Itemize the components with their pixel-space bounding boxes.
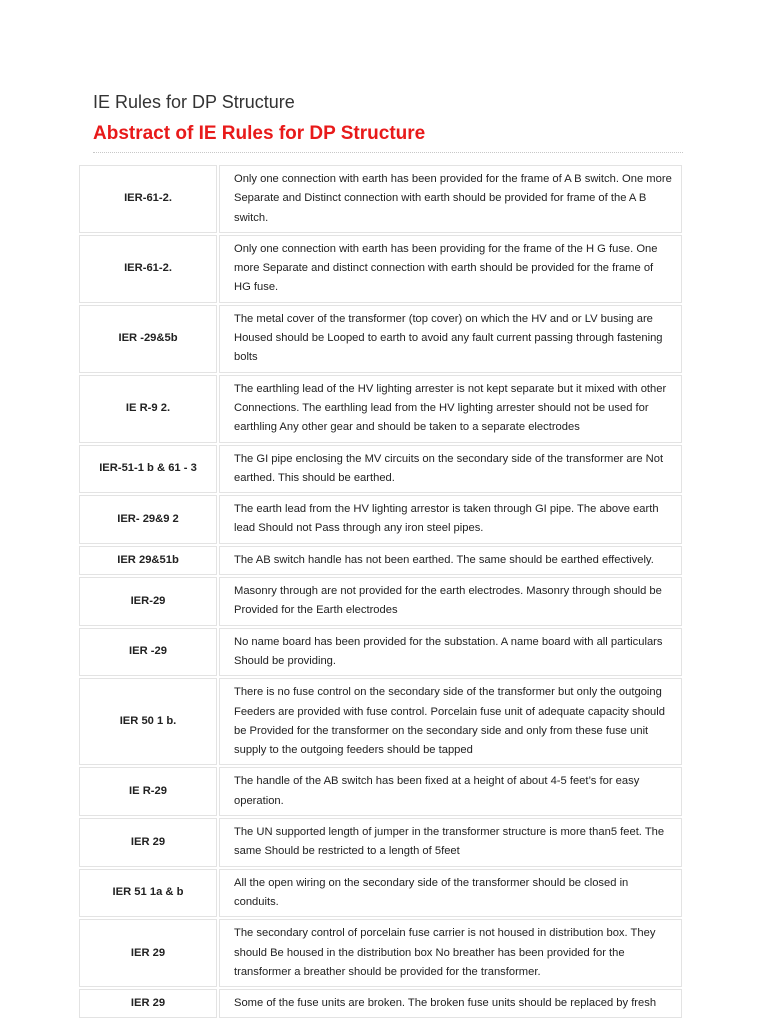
rule-description-cell: The AB switch handle has not been earthed. The same should be earthed effectively. <box>219 546 682 575</box>
title-divider <box>93 152 683 153</box>
rule-code-cell: IER 29 <box>79 919 217 987</box>
rule-description-cell: Some of the fuse units are broken. The broken fuse units should be replaced by fresh <box>219 989 682 1018</box>
rule-description-cell: The metal cover of the transformer (top cover) on which the HV and or LV busing are Housed should be Looped to earth to avoid any fault current passing through fastening bolts <box>219 305 682 373</box>
rule-description-cell: Only one connection with earth has been provided for the frame of A B switch. One more Separate and Distinct connection with earth should be provided for frame of the A B switch. <box>219 165 682 233</box>
table-row <box>79 678 682 765</box>
rule-code-cell: IER 29 <box>79 989 217 1018</box>
rule-code-cell: IER 29&51b <box>79 546 217 575</box>
rule-code-cell: IER 51 1a & b <box>79 869 217 918</box>
table-row <box>79 546 682 575</box>
rule-code-cell: IER-29 <box>79 577 217 626</box>
table-row <box>79 235 682 303</box>
table-row <box>79 628 682 677</box>
rule-code-cell: IER -29&5b <box>79 305 217 373</box>
table-row <box>79 445 682 494</box>
rule-description-cell: The handle of the AB switch has been fixed at a height of about 4-5 feet’s for easy operation. <box>219 767 682 816</box>
rule-code-cell: IER- 29&9 2 <box>79 495 217 544</box>
rules-table <box>77 163 684 1020</box>
rule-code-cell: IER-61-2. <box>79 235 217 303</box>
table-row <box>79 869 682 918</box>
rule-description-cell: The secondary control of porcelain fuse carrier is not housed in distribution box. They should Be housed in the distribution box No breather has been provided for the transformer a breather should be provided for the transformer. <box>219 919 682 987</box>
table-row <box>79 767 682 816</box>
rule-code-cell: IE R-29 <box>79 767 217 816</box>
rule-code-cell: IER-61-2. <box>79 165 217 233</box>
rule-code-cell: IE R-9 2. <box>79 375 217 443</box>
rule-description-cell: The earthling lead of the HV lighting arrester is not kept separate but it mixed with other Connections. The earthling lead from the HV lighting arrester should not be used for earthling Any other gear and should be taken to a separate electrodes <box>219 375 682 443</box>
table-row <box>79 375 682 443</box>
table-row <box>79 577 682 626</box>
rule-code-cell: IER -29 <box>79 628 217 677</box>
rule-description-cell: Only one connection with earth has been providing for the frame of the H G fuse. One more Separate and distinct connection with earth should be provided for the frame of HG fuse. <box>219 235 682 303</box>
document-title: IE Rules for DP Structure <box>93 92 295 112</box>
document-subtitle: Abstract of IE Rules for DP Structure <box>93 123 426 144</box>
rule-description-cell: No name board has been provided for the substation. A name board with all particulars Should be providing. <box>219 628 682 677</box>
table-row <box>79 919 682 987</box>
table-row <box>79 305 682 373</box>
rule-code-cell: IER 29 <box>79 818 217 867</box>
rule-code-cell: IER-51-1 b & 61 - 3 <box>79 445 217 494</box>
rule-description-cell: All the open wiring on the secondary side of the transformer should be closed in conduits. <box>219 869 682 918</box>
table-row <box>79 989 682 1018</box>
rule-code-cell: IER 50 1 b. <box>79 678 217 765</box>
table-row <box>79 495 682 544</box>
rule-description-cell: The GI pipe enclosing the MV circuits on the secondary side of the transformer are Not earthed. This should be earthed. <box>219 445 682 494</box>
table-row <box>79 165 682 233</box>
rule-description-cell: Masonry through are not provided for the earth electrodes. Masonry through should be Provided for the Earth electrodes <box>219 577 682 626</box>
rule-description-cell: The earth lead from the HV lighting arrestor is taken through GI pipe. The above earth lead Should not Pass through any iron steel pipes. <box>219 495 682 544</box>
rule-description-cell: There is no fuse control on the secondary side of the transformer but only the outgoing Feeders are provided with fuse control. Porcelain fuse unit of adequate capacity should be Provided for the transformer on the secondary side and only from these fuse unit supply to the outgoing feeders should be tapped <box>219 678 682 765</box>
rule-description-cell: The UN supported length of jumper in the transformer structure is more than5 feet. The same Should be restricted to a length of 5feet <box>219 818 682 867</box>
table-row <box>79 818 682 867</box>
